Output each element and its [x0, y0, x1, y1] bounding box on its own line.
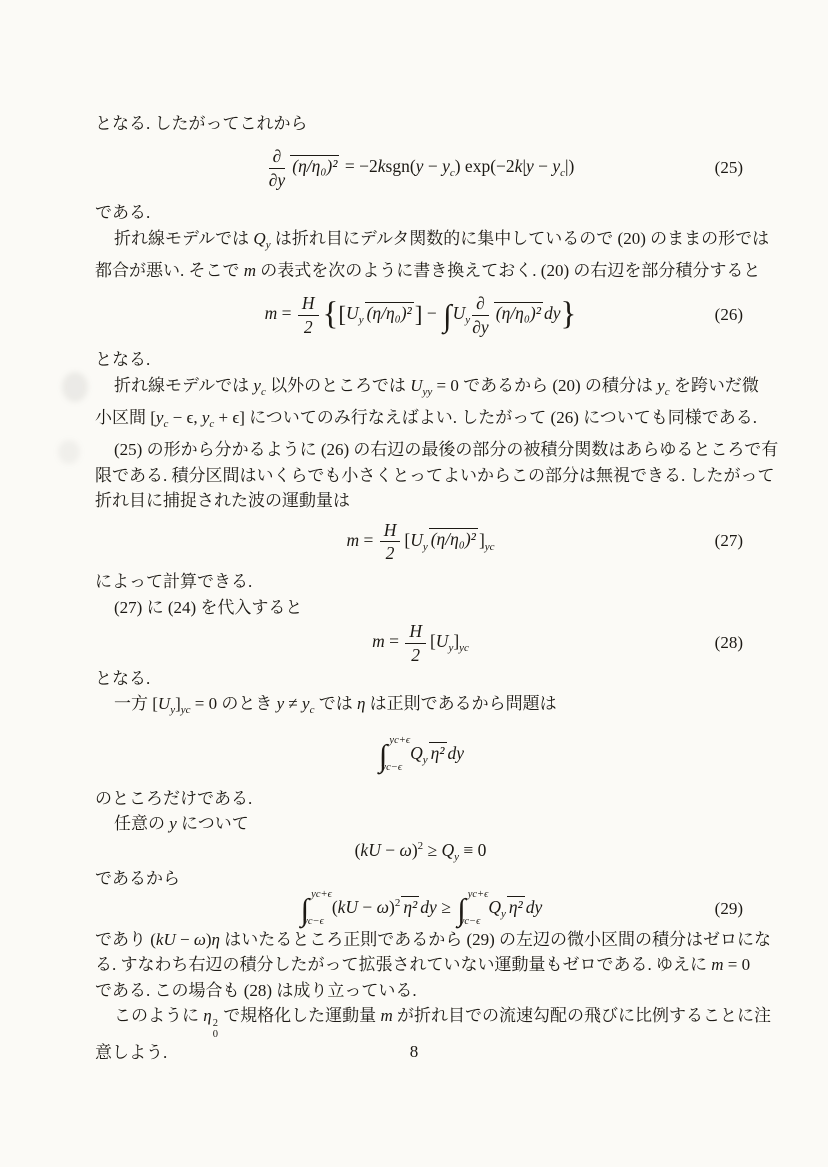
text-line-16	[95, 811, 746, 836]
text-run: = 0	[723, 955, 751, 975]
math-brace: {	[322, 296, 339, 333]
math-subscript: c	[664, 385, 670, 398]
equation-26-math	[265, 294, 577, 336]
fraction-numerator: H	[298, 294, 319, 315]
scan-artifact	[58, 440, 80, 464]
math-italic: k	[514, 156, 523, 177]
math-italic: m	[711, 955, 724, 975]
math-italic: ω	[193, 929, 206, 949]
math-italic: kU	[360, 839, 381, 860]
math-italic: y	[525, 156, 534, 177]
equation-unnumbered-inequality	[95, 838, 746, 865]
math-subscript: yc	[180, 704, 191, 717]
text-run: − ϵ,	[168, 407, 202, 427]
math-roman: −	[423, 156, 443, 177]
math-roman: (	[354, 839, 361, 860]
equation-unnumbered-inequality-math	[355, 840, 487, 863]
equation-26	[95, 292, 746, 338]
math-italic: dy	[544, 303, 561, 324]
math-roman: ≥	[436, 896, 456, 917]
math-roman: sgn(	[385, 156, 416, 177]
math-italic: Q	[253, 228, 266, 248]
integral-upper-limit: yc+ϵ	[389, 734, 411, 746]
math-italic: y	[169, 814, 177, 834]
text-run: となる.	[95, 350, 151, 370]
math-italic: η	[203, 1006, 212, 1026]
text-run: 一方 [	[114, 694, 158, 714]
equation-29-number: (29)	[714, 898, 743, 918]
text-run: + ϵ] についてのみ行なえばよい. したがって (26) についても同様である.	[214, 407, 758, 427]
text-run: 小区間 [	[95, 407, 156, 427]
text-line-15	[95, 786, 746, 811]
text-run: について	[176, 814, 249, 834]
math-italic: y	[552, 156, 561, 177]
math-roman: =	[384, 631, 404, 652]
math-roman: ≥	[423, 839, 442, 860]
text-line-10	[95, 488, 746, 513]
math-italic: η	[211, 929, 220, 949]
text-run: が折れ目での流速勾配の飛びに比例することに注	[392, 1006, 771, 1026]
math-italic: y	[442, 156, 450, 177]
text-line-21	[95, 1003, 771, 1041]
integral-limits	[459, 888, 489, 928]
math-roman: −	[380, 839, 400, 860]
math-italic: y	[201, 407, 210, 427]
fraction-denominator: 2	[411, 644, 421, 665]
text-run: であり (	[95, 929, 156, 949]
equation-29-math	[299, 890, 543, 928]
math-subscript: y	[454, 850, 460, 863]
math-italic: m	[264, 303, 278, 324]
math-subscript: yc	[484, 540, 495, 553]
math-fraction	[269, 147, 286, 189]
text-line-12	[95, 595, 746, 620]
equation-28-math	[372, 622, 469, 664]
math-italic: U	[346, 303, 359, 324]
math-overline: (η/η₀)²	[430, 529, 476, 550]
text-run: 任意の	[114, 814, 170, 834]
math-roman: ≡ 0	[459, 839, 487, 860]
math-subscript: y	[265, 238, 271, 251]
text-run: = 0 であるから (20) の積分は	[432, 375, 658, 395]
fraction-numerator: ∂	[472, 294, 489, 315]
text-run: となる. したがってこれから	[95, 114, 308, 133]
math-roman: ]	[453, 631, 460, 652]
math-subscript: c	[560, 167, 566, 180]
text-line-03	[95, 226, 770, 258]
text-line-20	[95, 978, 746, 1003]
math-overline: η²	[508, 896, 523, 917]
math-italic: dy	[447, 742, 465, 763]
text-run: (27) に (24) を代入すると	[114, 597, 303, 617]
math-italic: dy	[525, 896, 543, 917]
math-roman: [	[404, 529, 411, 550]
math-italic: y	[302, 694, 310, 714]
text-run: である.	[95, 203, 151, 223]
math-roman: |	[522, 156, 526, 177]
text-run: は折れ目にデルタ関数的に集中しているので (20) のままの形では	[270, 228, 770, 248]
math-overline: (η/η₀)²	[292, 156, 338, 177]
math-subscript: y	[422, 753, 428, 766]
equation-28-number: (28)	[714, 633, 743, 652]
text-run: の表式を次のように書き換えておく. (20) の右辺を部分積分すると	[256, 260, 761, 280]
math-subscript: c	[260, 385, 266, 398]
integral-limits	[381, 734, 411, 774]
math-italic: Q	[410, 742, 423, 763]
equation-25-math	[267, 147, 575, 189]
text-line-02	[95, 200, 746, 225]
text-run: ≠	[284, 694, 303, 714]
text-run: となる.	[95, 668, 151, 688]
integral-lower-limit: yc−ϵ	[303, 916, 324, 928]
math-italic: U	[157, 694, 171, 714]
math-subscript: y	[358, 314, 364, 327]
math-italic: η	[356, 694, 366, 714]
text-run: このように	[114, 1006, 204, 1026]
text-run: ]	[175, 694, 181, 714]
math-roman: = −2	[340, 156, 378, 177]
text-line-07	[95, 405, 758, 437]
text-line-09	[95, 463, 775, 488]
math-subscript: 0	[212, 1029, 218, 1041]
math-subscript: y	[422, 540, 428, 553]
text-run: 以外のところでは	[265, 375, 411, 395]
text-line-04	[95, 258, 761, 283]
text-line-05	[95, 347, 746, 372]
fraction-numerator: H	[380, 521, 401, 542]
text-run: 意しよう.	[95, 1043, 168, 1063]
text-run: はいたるところ正則であるから (29) の左辺の微小区間の積分はゼロにな	[219, 929, 772, 949]
fraction-denominator: ∂y	[268, 169, 286, 190]
text-run: 折れ線モデルでは	[114, 228, 254, 248]
math-italic: y	[155, 407, 164, 427]
text-run: では	[314, 694, 357, 714]
math-roman: )	[389, 896, 395, 917]
math-italic: U	[452, 303, 466, 324]
text-line-08	[95, 437, 779, 462]
math-italic: U	[410, 375, 423, 395]
math-overline: η²	[403, 896, 418, 917]
math-italic: U	[410, 529, 423, 550]
math-italic: y	[657, 375, 665, 395]
equation-26-number: (26)	[714, 305, 743, 325]
integral-limits	[303, 888, 332, 928]
math-italic: kU	[155, 929, 176, 949]
math-fraction	[472, 294, 489, 336]
integral-lower-limit: yc−ϵ	[459, 916, 481, 928]
math-italic: m	[346, 529, 360, 550]
math-italic: k	[377, 156, 386, 177]
math-roman: −	[422, 303, 442, 324]
text-run: = 0 のとき	[190, 694, 277, 714]
integral-sign: ∫	[457, 891, 466, 927]
equation-28	[95, 620, 746, 666]
math-fraction	[298, 294, 319, 336]
math-fraction	[405, 622, 426, 664]
math-bracket: [	[338, 302, 347, 328]
text-run: (25) の形から分かるように (26) の右辺の最後の部分の被積分関数はあらゆるところで有	[114, 440, 779, 460]
text-run: −	[175, 929, 194, 949]
math-subsup	[213, 1018, 218, 1040]
fraction-denominator: 2	[385, 542, 395, 563]
integral-sign: ∫	[378, 737, 388, 773]
text-line-19	[95, 952, 751, 977]
text-run: 都合が悪い. そこで	[95, 260, 244, 280]
page-number: 8	[409, 1042, 419, 1061]
math-italic: U	[435, 631, 449, 652]
math-brace: }	[560, 296, 577, 333]
math-italic: ω	[376, 896, 390, 917]
text-line-13	[95, 666, 746, 691]
text-line-06	[95, 373, 759, 405]
math-subscript: c	[209, 417, 215, 430]
math-overline: (η/η₀)²	[495, 303, 541, 324]
equation-unnumbered-integral-math	[377, 736, 464, 774]
math-roman: ) exp(−2	[454, 156, 515, 177]
fraction-numerator: ∂	[269, 147, 286, 168]
text-run: 折れ線モデルでは	[114, 375, 254, 395]
equation-27-math	[346, 521, 494, 563]
text-run: 折れ目に捕捉された波の運動量は	[95, 491, 350, 511]
text-run: る. すなわち右辺の積分したがって拡張されていない運動量もゼロである. ゆえに	[95, 955, 712, 975]
integral-upper-limit: yc+ϵ	[467, 888, 489, 900]
text-run: 限である. 積分区間はいくらでも小さくとってよいからこの部分は無視できる. したがって	[95, 465, 775, 485]
math-superscript: 2	[394, 896, 401, 909]
equation-25	[95, 145, 746, 191]
equation-unnumbered-integral	[95, 734, 746, 776]
math-subscript: y	[448, 642, 454, 655]
math-italic: y	[276, 694, 285, 714]
math-italic: Q	[488, 896, 501, 917]
fraction-numerator: H	[405, 622, 426, 643]
fraction-denominator: 2	[303, 316, 313, 337]
math-superscript: 2	[417, 839, 424, 852]
math-roman: ]	[478, 529, 485, 550]
integral-upper-limit: yc+ϵ	[311, 888, 332, 900]
text-run: )	[205, 929, 212, 949]
math-roman: =	[277, 303, 296, 324]
text-line-18	[95, 927, 772, 952]
math-roman: |)	[565, 156, 575, 177]
math-subscript: y	[465, 314, 471, 327]
math-italic: kU	[337, 896, 359, 917]
equation-29	[95, 888, 746, 930]
text-run: であるから	[95, 868, 180, 888]
integral-sign: ∫	[300, 891, 310, 927]
math-italic: m	[243, 260, 257, 280]
math-italic: dy	[420, 896, 437, 917]
integral-lower-limit: yc−ϵ	[381, 762, 403, 774]
math-subscript: c	[163, 417, 169, 430]
math-italic: m	[372, 631, 385, 652]
math-overline: (η/η₀)²	[366, 303, 412, 324]
fraction-denominator: ∂y	[472, 316, 489, 337]
math-roman: −	[533, 156, 553, 177]
math-bracket: ]	[414, 302, 423, 328]
text-line-14	[95, 691, 746, 723]
math-roman: [	[429, 631, 436, 652]
page-content	[95, 111, 779, 1066]
math-subscript: y	[170, 704, 176, 717]
math-superscript: 2	[212, 1018, 218, 1030]
text-run: によって計算できる.	[95, 572, 253, 592]
math-overline: η²	[430, 742, 445, 763]
text-run: で規格化した運動量	[218, 1006, 381, 1026]
equation-27-number: (27)	[714, 531, 743, 551]
math-italic: Q	[441, 839, 455, 860]
math-subscript: yc	[459, 642, 469, 655]
math-roman: −	[358, 896, 377, 917]
text-line-11	[95, 569, 746, 594]
math-subscript: c	[449, 167, 455, 180]
text-run: のところだけである.	[95, 788, 253, 808]
math-italic: m	[380, 1006, 393, 1026]
math-roman: )	[411, 839, 418, 860]
math-roman: =	[359, 529, 378, 550]
text-run: を跨いだ微	[669, 375, 759, 395]
math-italic: ω	[399, 839, 412, 860]
text-run: である. この場合も (28) は成り立っている.	[95, 980, 417, 1000]
math-roman: (	[331, 896, 338, 917]
math-subscript: c	[309, 704, 315, 717]
equation-25-number: (25)	[714, 158, 743, 178]
math-subscript: yy	[422, 385, 433, 398]
scan-artifact	[62, 372, 88, 402]
text-run: は正則であるから問題は	[365, 694, 557, 714]
integral-sign: ∫	[443, 298, 452, 334]
math-fraction	[380, 521, 401, 563]
equation-27	[95, 519, 746, 565]
math-italic: y	[253, 375, 261, 395]
math-italic: y	[415, 156, 424, 177]
text-line-01	[95, 111, 746, 136]
math-subscript: y	[500, 907, 506, 920]
